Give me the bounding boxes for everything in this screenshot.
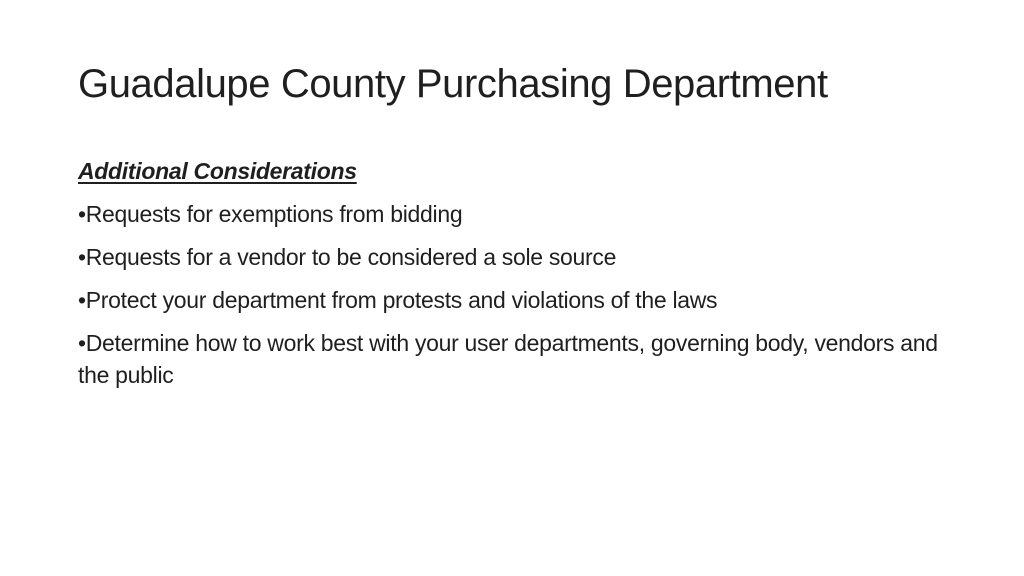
bullet-item: •Determine how to work best with your user departments, governing body, vendors and the public: [78, 330, 938, 388]
slide-title: Guadalupe County Purchasing Department: [78, 62, 828, 106]
bullet-item: •Requests for exemptions from bidding: [78, 201, 463, 227]
bullet-item: •Protect your department from protests and violations of the laws: [78, 287, 718, 313]
section-subheading: Additional Considerations: [78, 158, 357, 184]
slide-content: [78, 156, 938, 402]
bullet-item: •Requests for a vendor to be considered a sole source: [78, 244, 617, 270]
bullet-list: [78, 198, 938, 391]
